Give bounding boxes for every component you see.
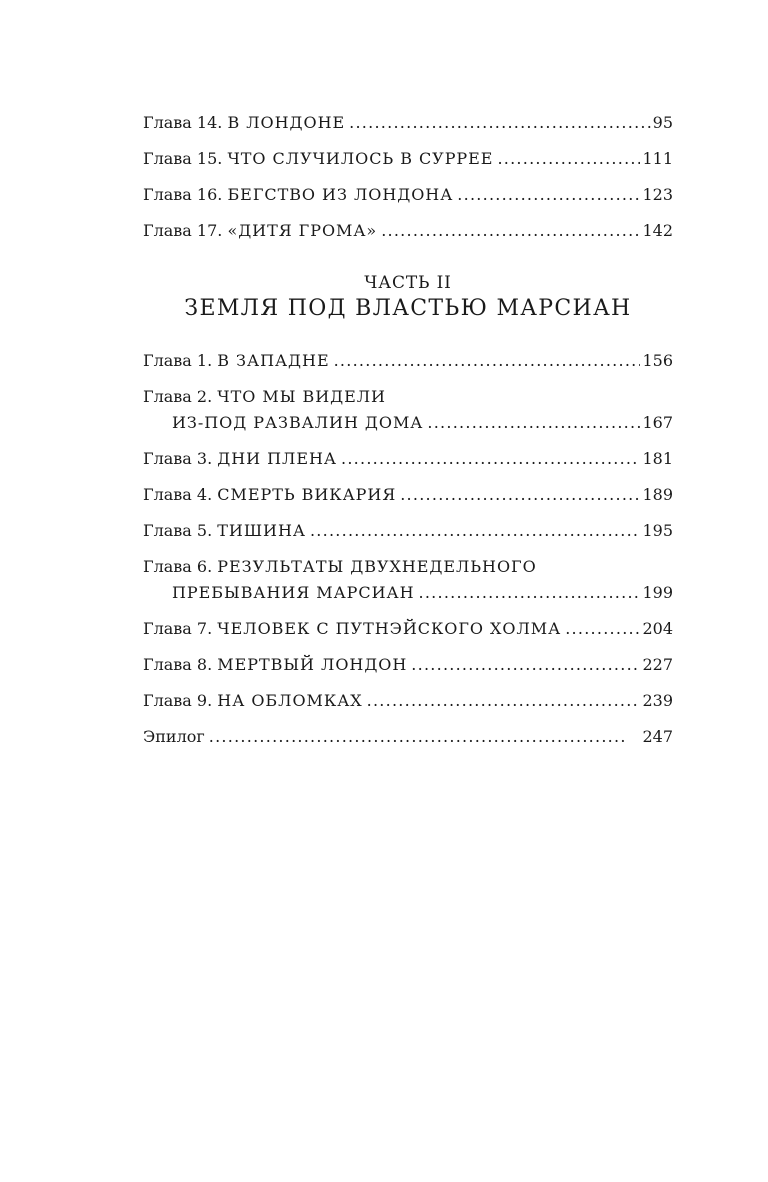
chapter-label: Глава 17. (143, 221, 223, 240)
chapter-label: Глава 4. (143, 485, 213, 504)
chapter-title: НА ОБЛОМКАХ (217, 691, 363, 710)
chapter-label: Глава 15. (143, 149, 223, 168)
toc-part2-list (143, 350, 673, 748)
leader-dots (334, 350, 641, 372)
toc-entry-p2-ch2[interactable] (143, 386, 673, 434)
chapter-title: ТИШИНА (217, 521, 306, 540)
table-of-contents (143, 112, 673, 748)
toc-entry-p2-ch7[interactable] (143, 618, 673, 640)
leader-dots (457, 184, 640, 206)
chapter-title: ЧЕЛОВЕК С ПУТНЭЙСКОГО ХОЛМА (217, 619, 562, 638)
toc-entry-p2-ch1[interactable] (143, 350, 673, 372)
chapter-title-continued: ИЗ-ПОД РАЗВАЛИН ДОМА (172, 413, 424, 432)
chapter-label: Глава 7. (143, 619, 213, 638)
leader-dots (209, 726, 629, 748)
page-number: 111 (642, 149, 673, 168)
page-number: 156 (642, 351, 673, 370)
page-number: 199 (642, 583, 673, 602)
chapter-label: Глава 9. (143, 691, 213, 710)
page-number: 195 (642, 521, 673, 540)
leader-dots (349, 112, 651, 134)
toc-entry-p2-ch4[interactable] (143, 484, 673, 506)
leader-dots (367, 690, 641, 712)
toc-entry-epilogue[interactable] (143, 726, 673, 748)
chapter-label: Глава 1. (143, 351, 213, 370)
chapter-label: Глава 5. (143, 521, 213, 540)
chapter-title: ЧТО СЛУЧИЛОСЬ В СУРРЕЕ (227, 149, 494, 168)
toc-entry-p2-ch8[interactable] (143, 654, 673, 676)
toc-entry-ch15[interactable] (143, 148, 673, 170)
chapter-label: Глава 8. (143, 655, 213, 674)
page-number: 189 (642, 485, 673, 504)
page-number: 123 (642, 185, 673, 204)
page-number: 247 (642, 727, 673, 746)
chapter-title: ДНИ ПЛЕНА (217, 449, 337, 468)
chapter-label: Глава 6. (143, 557, 213, 576)
toc-entry-ch17[interactable] (143, 220, 673, 242)
toc-entry-p2-ch3[interactable] (143, 448, 673, 470)
page-number: 204 (642, 619, 673, 638)
chapter-label: Глава 3. (143, 449, 213, 468)
leader-dots (497, 148, 640, 170)
leader-dots (381, 220, 640, 242)
page-number: 142 (642, 221, 673, 240)
toc-entry-p2-ch5[interactable] (143, 520, 673, 542)
chapter-label: Глава 2. (143, 387, 213, 406)
epilogue-label: Эпилог (143, 727, 205, 746)
leader-dots (427, 412, 640, 434)
page-number: 227 (642, 655, 673, 674)
toc-top-list (143, 112, 673, 242)
chapter-title-continued: ПРЕБЫВАНИЯ МАРСИАН (172, 583, 415, 602)
chapter-title: В ЗАПАДНЕ (217, 351, 330, 370)
chapter-title: РЕЗУЛЬТАТЫ ДВУХНЕДЕЛЬНОГО (217, 557, 537, 576)
part-title: ЗЕМЛЯ ПОД ВЛАСТЬЮ МАРСИАН (184, 296, 632, 321)
leader-dots (310, 520, 640, 542)
leader-dots (341, 448, 640, 470)
part-label: ЧАСТЬ II (364, 273, 452, 293)
toc-entry-ch14[interactable] (143, 112, 673, 134)
toc-entry-p2-ch9[interactable] (143, 690, 673, 712)
toc-entry-p2-ch6[interactable] (143, 556, 673, 604)
leader-dots (419, 582, 641, 604)
leader-dots (565, 618, 640, 640)
chapter-title: ЧТО МЫ ВИДЕЛИ (217, 387, 386, 406)
page-number: 181 (642, 449, 673, 468)
chapter-title: В ЛОНДОНЕ (227, 113, 346, 132)
chapter-label: Глава 16. (143, 185, 223, 204)
toc-entry-ch16[interactable] (143, 184, 673, 206)
page-number: 167 (642, 413, 673, 432)
part-heading (143, 272, 673, 324)
chapter-title: СМЕРТЬ ВИКАРИЯ (217, 485, 397, 504)
leader-dots (400, 484, 640, 506)
chapter-title: БЕГСТВО ИЗ ЛОНДОНА (227, 185, 454, 204)
chapter-label: Глава 14. (143, 113, 223, 132)
leader-dots (411, 654, 640, 676)
chapter-title: «ДИТЯ ГРОМА» (227, 221, 378, 240)
page-number: 239 (642, 691, 673, 710)
chapter-title: МЕРТВЫЙ ЛОНДОН (217, 655, 408, 674)
page-number: 95 (652, 113, 673, 132)
